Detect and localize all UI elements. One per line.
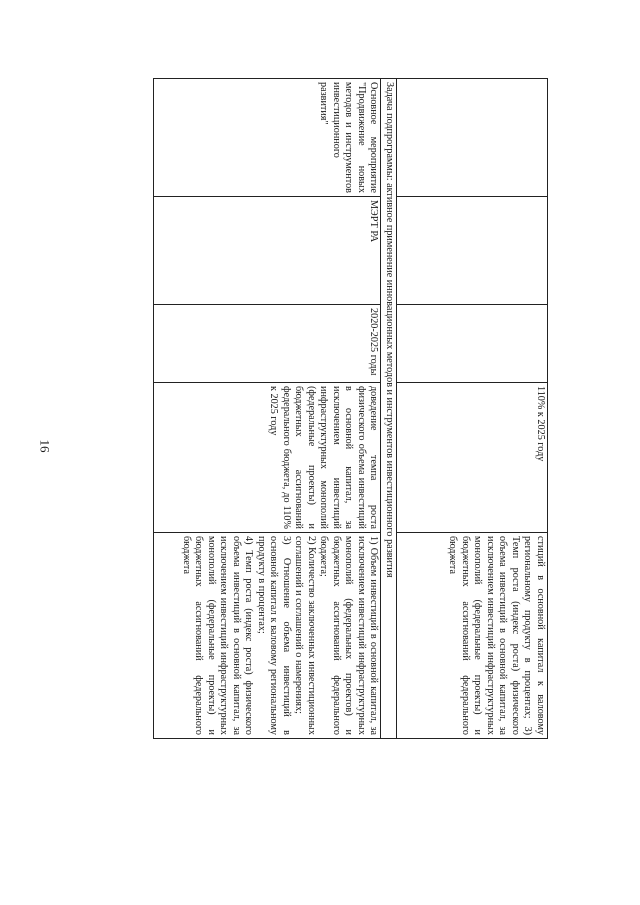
program-table <box>154 78 549 739</box>
indicator-item: 1) Объем инвестиций в основной капитал, за исключением инвестиций инфраструктурных монополий (федеральных проектов) и бюджетных ассигнований федерального бюджета; <box>318 536 380 735</box>
indicator-cell: стиций в основной капитал к валовому региональному продукту в процентах; 3) Темп роста (индекс роста) физического объема инвестиций в основной капитал, за исключением инвестиций инфраструктурных монополий (федеральные проекты) и бюджетных ассигнований федерального бюджета <box>397 533 548 739</box>
indicator-item: 4) Темп роста (индекс роста) физического объема инвестиций в основной капитал, за исключением инвестиций инфраструктурных монополий (федеральные проекты) и бюджетных ассигнований федерального бюджета <box>181 536 255 735</box>
executor-cell: МЭРТ РА <box>154 197 381 305</box>
table-row <box>397 79 548 739</box>
indicator-cell <box>154 533 381 739</box>
result-cell: доведение темпа роста физического объема инвестиций в основной капитал, за исключением инвестиций инфраструктурных монополий (федеральные проекты) и бюджетных ассигнований федерального бюджета, до 110% к 2025 году <box>154 383 381 533</box>
table-row <box>154 79 381 739</box>
table-cell <box>397 79 548 197</box>
indicator-item: 2) Количество заключенных инвестиционных соглашений и соглашений о намерениях; <box>293 536 317 735</box>
result-cell: 110% к 2025 году <box>397 383 548 533</box>
rotated-page-content <box>78 78 548 738</box>
table-cell <box>397 197 548 305</box>
period-cell: 2020-2025 годы <box>154 305 381 383</box>
section-heading: Задача подпрограммы: активное применение инновационных методов и инструментов инвестиционного развития <box>381 79 397 739</box>
table-cell <box>397 305 548 383</box>
measure-cell: Основное мероприятие "Продвижение новых методов и инструментов инвестиционного развития" <box>154 79 381 197</box>
indicator-item: 3) Отношение объема инвестиций в основной капитал к валовому региональному продукту в процентах; <box>256 536 292 735</box>
section-row <box>381 79 397 739</box>
page-number: 16 <box>37 439 53 453</box>
